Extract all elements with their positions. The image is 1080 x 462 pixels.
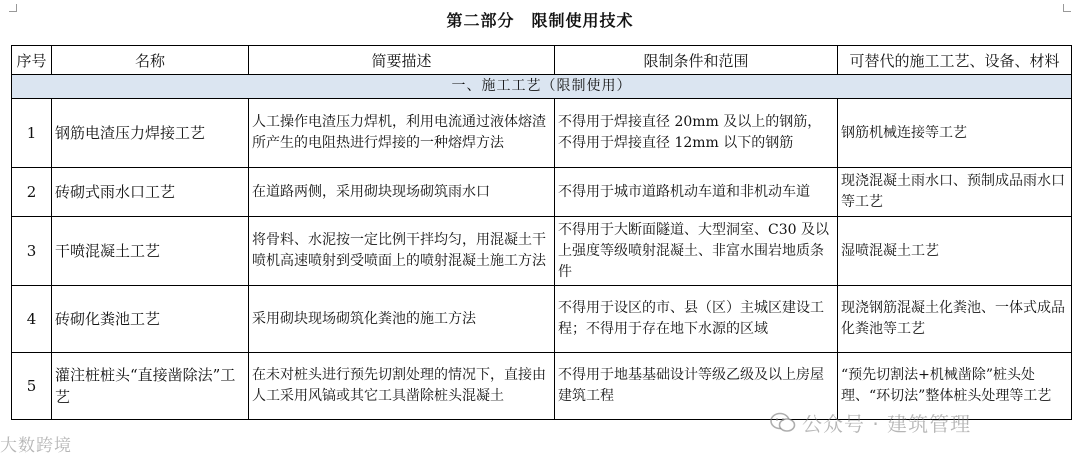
- row-number: 5: [12, 353, 52, 420]
- header-description: 简要描述: [249, 46, 555, 75]
- row-description: 在未对桩头进行预先切割处理的情况下，直接由人工采用风镐或其它工具凿除桩头混凝土: [249, 353, 555, 420]
- row-description: 将骨料、水泥按一定比例干拌均匀，用混凝土干喷机高速喷射到受喷面上的喷射混凝土施工方法: [249, 217, 555, 286]
- row-name: 干喷混凝土工艺: [52, 217, 249, 286]
- row-number: 2: [12, 168, 52, 217]
- document-title: 第二部分 限制使用技术: [446, 11, 634, 30]
- header-limitation: 限制条件和范围: [555, 46, 838, 75]
- header-name: 名称: [52, 46, 249, 75]
- table-header-row: [12, 46, 1072, 75]
- row-number: 1: [12, 99, 52, 168]
- row-name: 灌注桩桩头“直接凿除法”工艺: [52, 353, 249, 420]
- row-description: 采用砌块现场砌筑化粪池的施工方法: [249, 286, 555, 353]
- row-limitation: 不得用于设区的市、县（区）主城区建设工程；不得用于存在地下水源的区域: [555, 286, 838, 353]
- table-row: [12, 217, 1072, 286]
- watermark-right: [770, 408, 971, 437]
- wechat-icon: [770, 412, 796, 434]
- row-alternative: 现浇混凝土雨水口、预制成品雨水口等工艺: [838, 168, 1072, 217]
- row-description: 在道路两侧，采用砌块现场砌筑雨水口: [249, 168, 555, 217]
- row-description: 人工操作电渣压力焊机，利用电流通过液体熔渣所产生的电阻热进行焊接的一种熔焊方法: [249, 99, 555, 168]
- row-alternative: “预先切割法+机械凿除”桩头处理、“环切法”整体桩头处理等工艺: [838, 353, 1072, 420]
- table-row: [12, 168, 1072, 217]
- row-limitation: 不得用于城市道路机动车道和非机动车道: [555, 168, 838, 217]
- row-name: 砖砌式雨水口工艺: [52, 168, 249, 217]
- table-row: [12, 286, 1072, 353]
- restricted-technology-table: [11, 45, 1072, 420]
- section-title: 一、施工工艺（限制使用）: [12, 75, 1072, 99]
- watermark-right-text: 公众号 · 建筑管理: [802, 412, 972, 436]
- watermark-left: 大数跨境: [0, 436, 72, 456]
- row-name: 钢筋电渣压力焊接工艺: [52, 99, 249, 168]
- header-no: 序号: [12, 46, 52, 75]
- row-alternative: 湿喷混凝土工艺: [838, 217, 1072, 286]
- row-alternative: 现浇钢筋混凝土化粪池、一体式成品化粪池等工艺: [838, 286, 1072, 353]
- row-limitation: 不得用于大断面隧道、大型洞室、C30 及以上强度等级喷射混凝土、非富水围岩地质条件: [555, 217, 838, 286]
- row-name: 砖砌化粪池工艺: [52, 286, 249, 353]
- row-limitation: 不得用于焊接直径 20mm 及以上的钢筋，不得用于焊接直径 12mm 以下的钢筋: [555, 99, 838, 168]
- header-alternative: 可替代的施工工艺、设备、材料: [838, 46, 1072, 75]
- section-row: [12, 75, 1072, 99]
- row-limitation: 不得用于地基基础设计等级乙级及以上房屋建筑工程: [555, 353, 838, 420]
- table-row: [12, 99, 1072, 168]
- row-number: 4: [12, 286, 52, 353]
- row-number: 3: [12, 217, 52, 286]
- row-alternative: 钢筋机械连接等工艺: [838, 99, 1072, 168]
